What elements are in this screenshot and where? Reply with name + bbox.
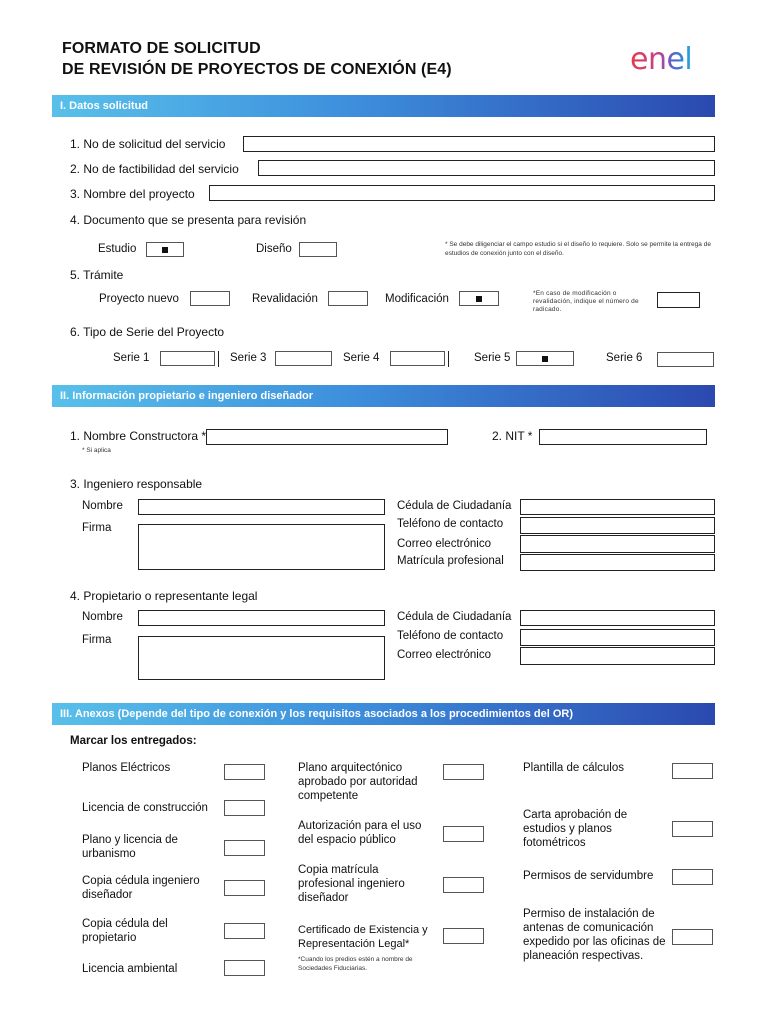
anexo-permiso-antenas-checkbox[interactable] (672, 929, 713, 945)
serie1-checkbox[interactable] (160, 351, 215, 366)
anexo-permiso-antenas: Permiso de instalación de antenas de comunicación expedido por las oficinas de planeación respectivas. (523, 908, 666, 962)
ingeniero-label: 3. Ingeniero responsable (70, 477, 203, 491)
ing-telefono-field[interactable] (520, 517, 715, 534)
proyecto-nuevo-label: Proyecto nuevo (99, 293, 179, 305)
anexo-plano-urbanismo: Plano y licencia de urbanismo (82, 834, 178, 860)
diseno-label: Diseño (256, 243, 292, 255)
anexo-plano-arquitectonico-checkbox[interactable] (443, 764, 484, 780)
checked-mark-icon (542, 356, 548, 362)
prop-cedula-field[interactable] (520, 610, 715, 626)
q4-label: 4. Documento que se presenta para revisión (70, 213, 307, 227)
anexo-planos-electricos-checkbox[interactable] (224, 764, 265, 780)
prop-cedula-label: Cédula de Ciudadanía (397, 611, 512, 623)
anexo-licencia-construccion: Licencia de construcción (82, 802, 208, 814)
prop-correo-field[interactable] (520, 647, 715, 665)
anexo-plantilla-calculos: Plantilla de cálculos (523, 762, 625, 774)
serie4-label: Serie 4 (343, 352, 380, 364)
document-note: * Se debe diligenciar el campo estudio si el diseño lo requiere. Solo se permite la entrega de estudios de conexión junto con el diseño. (445, 241, 711, 257)
nit-label: 2. NIT * (492, 429, 533, 443)
ing-telefono-label: Teléfono de contacto (397, 518, 504, 530)
prop-nombre-field[interactable] (138, 610, 385, 626)
revalidacion-checkbox[interactable] (328, 291, 368, 306)
ing-correo-field[interactable] (520, 535, 715, 553)
anexo-planos-electricos: Planos Eléctricos (82, 762, 171, 774)
prop-telefono-field[interactable] (520, 629, 715, 646)
anexo-certificado-existencia-checkbox[interactable] (443, 928, 484, 944)
ing-matricula-field[interactable] (520, 554, 715, 571)
anexo-espacio-publico-checkbox[interactable] (443, 826, 484, 842)
serie1-label: Serie 1 (113, 352, 150, 364)
solicitud-number-field[interactable] (243, 136, 715, 152)
constructora-label: 1. Nombre Constructora * (70, 429, 207, 443)
section-2-header: II. Información propietario e ingeniero diseñador (52, 385, 715, 407)
radicado-number-field[interactable] (657, 292, 700, 308)
constructora-field[interactable] (206, 429, 448, 445)
anexo-cedula-ingeniero: Copia cédula ingeniero diseñador (82, 875, 200, 901)
checked-mark-icon (162, 247, 168, 253)
fiduciarias-note: *Cuando los predios estén a nombre de Sociedades Fiduciarias. (298, 956, 413, 972)
anexo-matricula-ingeniero: Copia matrícula profesional ingeniero diseñador (298, 864, 405, 904)
ing-matricula-label: Matrícula profesional (397, 555, 504, 567)
serie6-checkbox[interactable] (657, 352, 714, 367)
project-name-field[interactable] (209, 185, 715, 201)
enel-logo (630, 42, 692, 77)
ing-cedula-field[interactable] (520, 499, 715, 515)
anexo-permisos-servidumbre-checkbox[interactable] (672, 869, 713, 885)
serie4-checkbox[interactable] (390, 351, 445, 366)
anexo-carta-fotometricos-checkbox[interactable] (672, 821, 713, 837)
revalidacion-label: Revalidación (252, 293, 318, 305)
factibilidad-number-field[interactable] (258, 160, 715, 176)
estudio-checkbox[interactable] (146, 242, 184, 257)
serie6-label: Serie 6 (606, 352, 643, 364)
q6-label: 6. Tipo de Serie del Proyecto (70, 325, 225, 339)
prop-telefono-label: Teléfono de contacto (397, 630, 504, 642)
anexo-cedula-propietario-checkbox[interactable] (224, 923, 265, 939)
divider (448, 351, 449, 367)
anexo-licencia-ambiental: Licencia ambiental (82, 963, 178, 975)
anexo-plano-urbanismo-checkbox[interactable] (224, 840, 265, 856)
title-line-2: DE REVISIÓN DE PROYECTOS DE CONEXIÓN (E4) (62, 61, 452, 78)
anexo-permisos-servidumbre: Permisos de servidumbre (523, 870, 654, 882)
title-line-1: FORMATO DE SOLICITUD (62, 40, 261, 57)
anexo-plantilla-calculos-checkbox[interactable] (672, 763, 713, 779)
anexo-plano-arquitectonico: Plano arquitectónico aprobado por autoridad competente (298, 762, 418, 802)
anexo-espacio-publico: Autorización para el uso del espacio público (298, 820, 422, 846)
serie5-label: Serie 5 (474, 352, 511, 364)
estudio-label: Estudio (98, 243, 137, 255)
serie3-label: Serie 3 (230, 352, 267, 364)
prop-firma-field[interactable] (138, 636, 385, 680)
propietario-label: 4. Propietario o representante legal (70, 589, 258, 603)
anexo-carta-fotometricos: Carta aprobación de estudios y planos fotométricos (523, 809, 628, 849)
diseno-checkbox[interactable] (299, 242, 337, 257)
section-3-header: III. Anexos (Depende del tipo de conexión y los requisitos asociados a los procedimientos del OR) (52, 703, 715, 725)
anexo-cedula-ingeniero-checkbox[interactable] (224, 880, 265, 896)
si-aplica-note: * Si aplica (82, 447, 111, 454)
section-1-header: I. Datos solicitud (52, 95, 715, 117)
checked-mark-icon (476, 296, 482, 302)
ing-correo-label: Correo electrónico (397, 538, 491, 550)
anexo-certificado-existencia: Certificado de Existencia y Representación Legal* (298, 924, 428, 950)
q1-label: 1. No de solicitud del servicio (70, 137, 226, 151)
q2-label: 2. No de factibilidad del servicio (70, 162, 239, 176)
q3-label: 3. Nombre del proyecto (70, 187, 195, 201)
nit-field[interactable] (539, 429, 707, 445)
anexo-licencia-construccion-checkbox[interactable] (224, 800, 265, 816)
anexo-licencia-ambiental-checkbox[interactable] (224, 960, 265, 976)
serie5-checkbox[interactable] (516, 351, 574, 366)
logo-text: enel (630, 42, 693, 77)
ing-nombre-field[interactable] (138, 499, 385, 515)
modificacion-label: Modificación (385, 293, 449, 305)
serie3-checkbox[interactable] (275, 351, 332, 366)
ing-cedula-label: Cédula de Ciudadanía (397, 500, 512, 512)
anexo-cedula-propietario: Copia cédula del propietario (82, 918, 168, 944)
ing-nombre-label: Nombre (82, 500, 123, 512)
prop-correo-label: Correo electrónico (397, 649, 491, 661)
divider (218, 351, 219, 367)
modificacion-checkbox[interactable] (459, 291, 499, 306)
ing-firma-field[interactable] (138, 524, 385, 570)
marcar-label: Marcar los entregados: (70, 735, 197, 747)
anexo-matricula-ingeniero-checkbox[interactable] (443, 877, 484, 893)
prop-nombre-label: Nombre (82, 611, 123, 623)
ing-firma-label: Firma (82, 522, 112, 534)
tramite-note: *En caso de modificación o revalidación, indique el número de radicado. (533, 290, 639, 313)
proyecto-nuevo-checkbox[interactable] (190, 291, 230, 306)
prop-firma-label: Firma (82, 634, 112, 646)
q5-label: 5. Trámite (70, 268, 124, 282)
